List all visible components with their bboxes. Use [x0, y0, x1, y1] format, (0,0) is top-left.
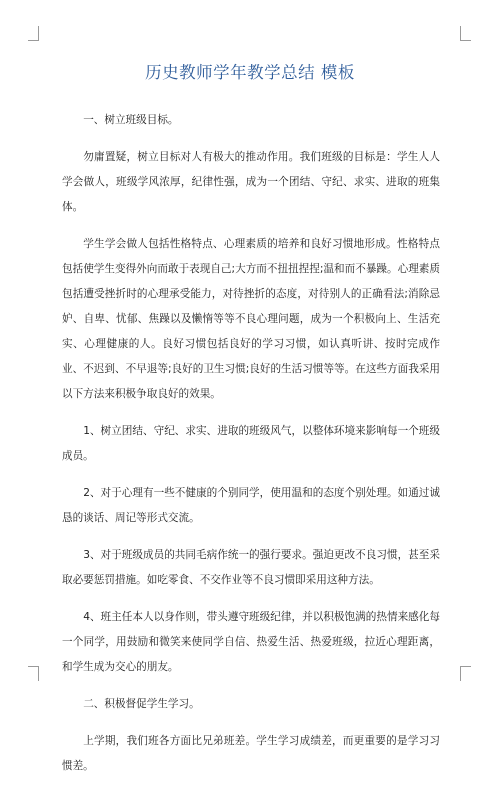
document-title: 历史教师学年教学总结 模板 [145, 63, 355, 82]
crop-mark-top-right [460, 26, 471, 41]
paragraph: 学生学会做人包括性格特点、心理素质的培养和良好习惯地形成。性格特点包括使学生变得外向而敢于表现自己;大方而不扭扭捏捏;温和而不暴躁。心理素质包括遭受挫折时的心理承受能力，对待挫折的态度，对待别人的正确看法;消除忌妒、自卑、忧郁、焦躁以及懒惰等等不良心理问题，成为一个积极向上、生活充实、心理健康的人。良好习惯包括良好的学习习惯，如认真听讲、按时完成作业、不迟到、不早退等;良好的卫生习惯;良好的生活习惯等等。在这些方面我采用以下方法来积极争取良好的效果。 [62, 238, 440, 400]
heading-section-2: 二、积极督促学生学习。 [83, 698, 200, 710]
crop-mark-bottom-right [460, 666, 471, 681]
document-body [62, 108, 440, 791]
list-item: 1、树立团结、守纪、求实、进取的班级风气，以整体环境来影响每一个班级成员。 [62, 425, 440, 462]
list-item: 3、对于班级成员的共同毛病作统一的强行要求。强迫更改不良习惯，甚至采取必要惩罚措施。如吃零食、不交作业等不良习惯即采用这种方法。 [62, 549, 440, 586]
list-item: 2、对于心理有一些不健康的个别同学，使用温和的态度个别处理。如通过诚恳的谈话、周记等形式交流。 [62, 487, 440, 524]
heading-section-1: 一、树立班级目标。 [83, 114, 179, 126]
paragraph: 勿庸置疑，树立目标对人有极大的推动作用。我们班级的目标是：学生人人学会做人，班级学风浓厚，纪律性强，成为一个团结、守纪、求实、进取的班集体。 [62, 151, 440, 213]
crop-mark-bottom-left [28, 666, 39, 681]
list-item: 4、班主任本人以身作则，带头遵守班级纪律，并以积极饱满的热情来感化每一个同学，用鼓励和微笑来使同学自信、热爱生活、热爱班级，拉近心理距离，和学生成为交心的朋友。 [62, 611, 440, 673]
paragraph: 上学期，我们班各方面比兄弟班差。学生学习成绩差，而更重要的是学习习惯差。 [62, 735, 440, 772]
crop-mark-top-left [28, 26, 39, 41]
